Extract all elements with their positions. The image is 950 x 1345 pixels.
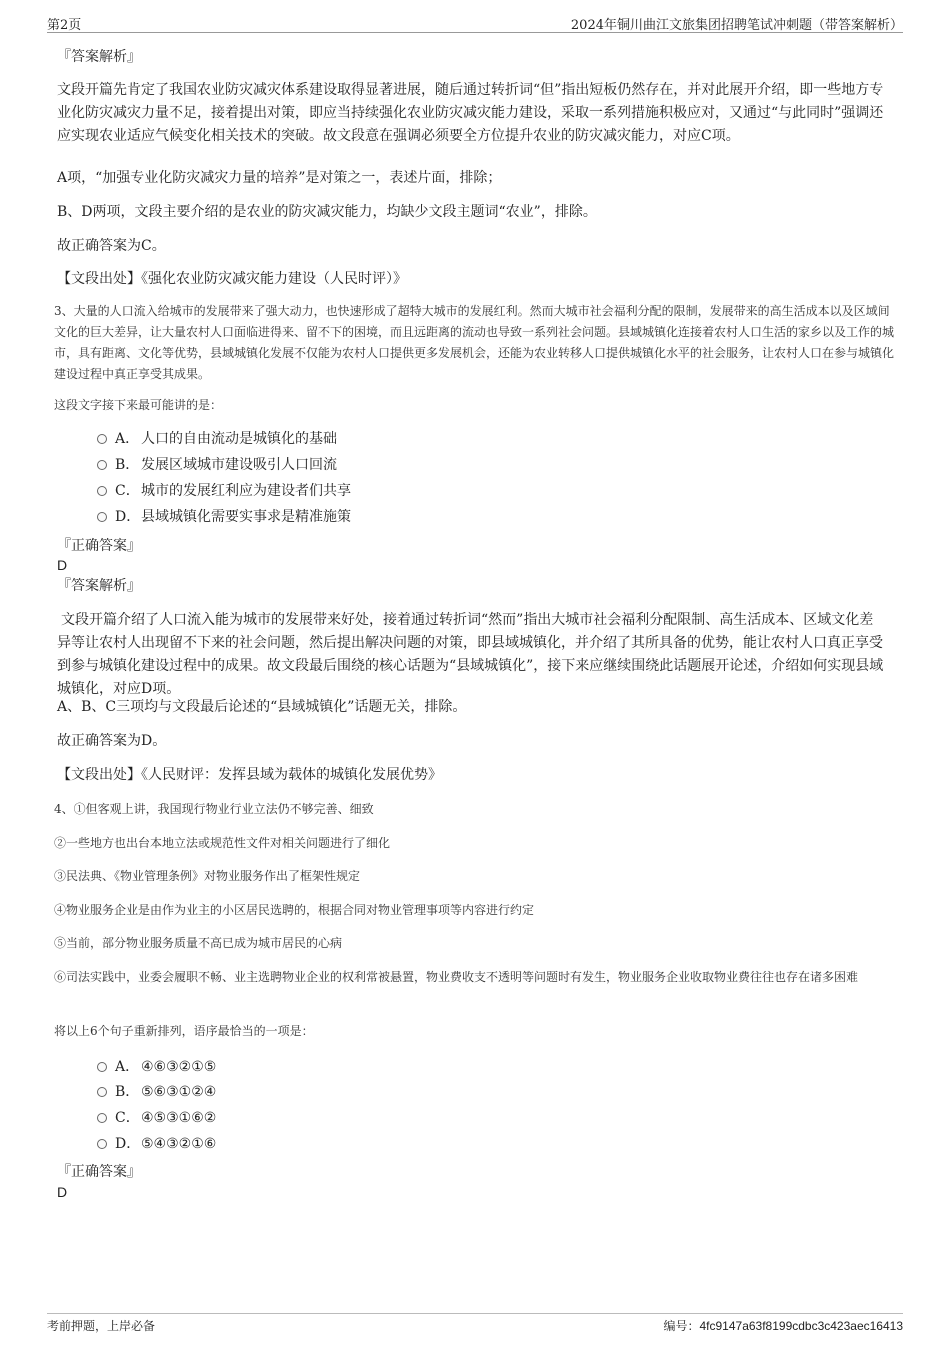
q2-exclude-bd: B、D两项，文段主要介绍的是农业的防灾减灾能力，均缺少文段主题词“农业”，排除。 <box>57 204 597 220</box>
q4-option-c[interactable]: C．④⑤③①⑥② <box>97 1108 216 1128</box>
radio-button[interactable] <box>97 1113 107 1123</box>
radio-button[interactable] <box>97 434 107 444</box>
q4-question: 将以上6个句子重新排列，语序最恰当的一项是： <box>54 1024 314 1038</box>
q4-sentence-5: ⑤当前，部分物业服务质量不高已成为城市居民的心病 <box>54 936 343 950</box>
q3-question: 这段文字接下来最可能讲的是： <box>54 398 223 412</box>
q4-option-b[interactable]: B． ⑤⑥③①②④ <box>97 1082 216 1102</box>
q4-sentence-2: ②一些地方也出台本地立法或规范性文件对相关问题进行了细化 <box>54 836 391 850</box>
q2-source: 【文段出处】《强化农业防灾减灾能力建设（人民时评）》 <box>57 271 407 287</box>
q4-sentence-4: ④物业服务企业是由作为业主的小区居民选聘的，根据合同对物业管理事项等内容进行约定 <box>54 903 535 917</box>
q3-stem: 3、大量的人口流入给城市的发展带来了强大动力，也快速形成了超特大城市的发展红利。然而大城市社会福利分配的限制，发展带来的高生活成本以及区域间文化的巨大差异，让大量农村人口面临进得来、留不下的困境，而且远距离的流动也导致一系列社会问题。县域城镇化连接着农村人口生活的家乡以及工作的城市，具有距离、文化等优势，县域城镇化发展不仅能为农村人口提供更多发展机会，还能为农业转移人口提供城镇化水平的社会服务，让农村人口在参与城镇化建设过程中真正享受其成果。 <box>54 304 895 381</box>
q2-analysis: 文段开篇先肯定了我国农业防灾减灾体系建设取得显著进展，随后通过转折词“但”指出短板仍然存在，并对此展开介绍，即一些地方专业化防灾减灾力量不足，接着提出对策，即应当持续强化农业防灾减灾能力建设，采取一系列措施积极应对，又通过“与此同时”强调还应实现农业适应气候变化相关技术的突破。故文段意在强调必须要全方位提升农业的防灾减灾能力，对应C项。 <box>57 82 884 144</box>
document-title: 2024年铜川曲江文旅集团招聘笔试冲刺题（带答案解析） <box>570 18 903 33</box>
q3-option-b[interactable]: B． 发展区域城市建设吸引人口回流 <box>97 455 337 475</box>
q3-option-c[interactable]: C．城市的发展红利应为建设者们共享 <box>97 481 351 501</box>
q3-conclusion: 故正确答案为D。 <box>57 733 167 749</box>
radio-button[interactable] <box>97 1139 107 1149</box>
radio-button[interactable] <box>97 460 107 470</box>
q3-analysis-label: 『答案解析』 <box>57 578 141 594</box>
page-number: 第2页 <box>47 18 82 33</box>
radio-button[interactable] <box>97 1087 107 1097</box>
page-header <box>47 10 903 33</box>
page-footer <box>47 1313 903 1333</box>
radio-button[interactable] <box>97 486 107 496</box>
q2-conclusion: 故正确答案为C。 <box>57 238 166 254</box>
q3-option-a[interactable]: A． 人口的自由流动是城镇化的基础 <box>97 429 337 449</box>
q3-source: 【文段出处】《人民财评：发挥县域为载体的城镇化发展优势》 <box>57 767 442 783</box>
q4-option-a[interactable]: A． ④⑥③②①⑤ <box>97 1057 216 1077</box>
radio-button[interactable] <box>97 512 107 522</box>
q3-answer: D <box>57 557 68 573</box>
q3-option-d[interactable]: D．县域城镇化需要实事求是精准施策 <box>97 507 351 527</box>
radio-button[interactable] <box>97 1062 107 1072</box>
q4-option-d[interactable]: D．⑤④③②①⑥ <box>97 1134 216 1154</box>
q3-analysis: 文段开篇介绍了人口流入能为城市的发展带来好处，接着通过转折词“然而”指出大城市社会福利分配限制、高生活成本、区域文化差异等让农村人出现留不下来的社会问题，然后提出解决问题的对策，即县域城镇化，并介绍了其所具备的优势，能让农村人口真正享受到参与城镇化建设过程中的成果。故文段最后围绕的核心话题为“县域城镇化”，接下来应继续围绕此话题展开论述，介绍如何实现县域城镇化，对应D项。 <box>57 612 884 697</box>
code-value: 4fc9147a63f8199cdbc3c423aec16413 <box>699 1319 903 1333</box>
q4-sentence-6: ⑥司法实践中，业委会履职不畅、业主选聘物业企业的权利常被悬置，物业费收支不透明等问题时有发生，物业服务企业收取物业费往往也存在诸多困难 <box>54 970 859 984</box>
q3-exclude: A、B、C三项均与文段最后论述的“县域城镇化”话题无关，排除。 <box>57 699 467 715</box>
q4-answer-label: 『正确答案』 <box>57 1164 141 1180</box>
code-label: 编号： <box>663 1319 700 1333</box>
q4-answer: D <box>57 1184 68 1200</box>
q2-analysis-label: 『答案解析』 <box>57 49 141 65</box>
document-code <box>663 1317 903 1334</box>
q2-exclude-a: A项，“加强专业化防灾减灾力量的培养”是对策之一，表述片面，排除； <box>57 170 502 186</box>
q4-sentence-3: ③民法典、《物业管理条例》对物业服务作出了框架性规定 <box>54 869 361 883</box>
footer-slogan: 考前押题，上岸必备 <box>47 1319 156 1333</box>
q3-answer-label: 『正确答案』 <box>57 538 141 554</box>
q4-sentence-1: 4、①但客观上讲，我国现行物业行业立法仍不够完善、细致 <box>54 802 374 816</box>
